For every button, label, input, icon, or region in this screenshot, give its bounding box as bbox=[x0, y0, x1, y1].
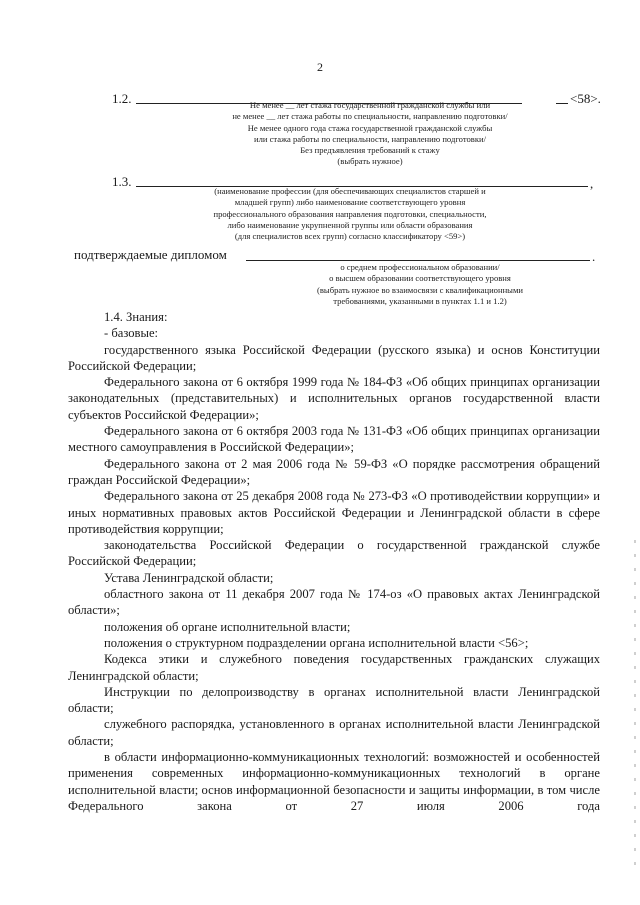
paragraph: положения о структурном подразделении органа исполнительной власти <56>; bbox=[104, 635, 529, 650]
note-line: Не менее __ лет стажа государственной гражданской службы или bbox=[249, 100, 491, 110]
item-1-3-note bbox=[120, 186, 580, 242]
paragraph: законодательства Российской Федерации о государственной гражданской службе Российской Федерации; bbox=[68, 538, 600, 569]
note-line: (наименование профессии (для обеспечивающих специалистов старшей и bbox=[214, 186, 486, 196]
diploma-note bbox=[270, 262, 570, 307]
diploma-label: подтверждаемые дипломом bbox=[74, 247, 227, 262]
paragraph: положения об органе исполнительной власти; bbox=[104, 619, 351, 634]
note-line: либо наименование укрупненной группы или области образования bbox=[227, 219, 473, 230]
knowledge-section bbox=[68, 309, 600, 814]
section-heading: 1.4. Знания: bbox=[104, 310, 168, 324]
note-line: или стажа работы по специальности, направлению подготовки/ bbox=[253, 133, 486, 144]
paragraph: Федерального закона от 25 декабря 2008 года № 273-ФЗ «О противодействии коррупции» и иных нормативных правовых актов Российской Федерации и Ленинградской области в сфере противодействия коррупции; bbox=[68, 489, 600, 536]
note-line: (для специалистов всех групп) согласно классификатору <59>) bbox=[234, 231, 466, 242]
item-1-2-note bbox=[150, 100, 590, 168]
note-line: Без предъявления требований к стажу bbox=[300, 145, 440, 156]
note-line: Не менее одного года стажа государственной гражданской службы bbox=[247, 122, 493, 133]
paragraph: Федерального закона от 6 октября 1999 года № 184-ФЗ «Об общих принципах организации законодательных (представительных) и исполнительных органов государственной власти субъектов Российской Федерации»; bbox=[68, 375, 600, 422]
diploma-suffix: . bbox=[592, 249, 596, 264]
note-line: (выбрать нужное во взаимосвязи с квалификационными bbox=[317, 284, 523, 295]
paragraph: служебного распорядка, установленного в органах исполнительной власти Ленинградской области; bbox=[68, 717, 600, 748]
note-line: (выбрать нужное) bbox=[337, 156, 403, 167]
note-line: профессионального образования направления подготовки, специальности, bbox=[213, 208, 487, 219]
note-line: требованиями, указанными в пунктах 1.1 и 1.2) bbox=[333, 295, 507, 306]
paragraph: Кодекса этики и служебного поведения государственных гражданских служащих Ленинградской области; bbox=[68, 652, 600, 683]
item-1-2-suffix: <58>. bbox=[570, 91, 601, 106]
paragraph: Инструкции по делопроизводству в органах исполнительной власти Ленинградской области; bbox=[68, 684, 600, 716]
paragraph: Устава Ленинградской области; bbox=[104, 570, 274, 585]
item-1-3-number: 1.3. bbox=[112, 174, 132, 189]
diploma-blank[interactable] bbox=[246, 260, 590, 261]
paragraph: Федерального закона от 2 мая 2006 года № 59-ФЗ «О порядке рассмотрения обращений граждан Российской Федерации»; bbox=[68, 456, 600, 487]
paragraph: в области информационно-коммуникационных технологий: возможностей и особенностей применения современных информационно-коммуникационных технологий в органе исполнительной власти; основ информационной безопасности и защиты информации, в том числе Федерального закона от 27 июля 2006 года bbox=[68, 750, 600, 813]
note-line: о среднем профессиональном образовании/ bbox=[340, 262, 500, 272]
paragraph: областного закона от 11 декабря 2007 года № 174-оз «О правовых актах Ленинградской области»; bbox=[68, 587, 600, 618]
section-subheading: - базовые: bbox=[104, 326, 159, 341]
scan-margin-marks bbox=[634, 540, 636, 870]
paragraph: государственного языка Российской Федерации (русского языка) и основ Конституции Российской Федерации; bbox=[68, 342, 600, 373]
item-1-2-number: 1.2. bbox=[112, 91, 132, 106]
paragraph: Федерального закона от 6 октября 2003 года № 131-ФЗ «Об общих принципах организации местного самоуправления в Российской Федерации»; bbox=[68, 424, 600, 455]
page-number: 2 bbox=[317, 60, 323, 74]
note-line: младшей групп) либо наименование соответствующего уровня bbox=[234, 197, 466, 208]
item-1-3-suffix: , bbox=[590, 176, 594, 191]
note-line: о высшем образовании соответствующего уровня bbox=[329, 273, 511, 284]
note-line: не менее __ лет стажа работы по специальности, направлению подготовки/ bbox=[232, 111, 508, 122]
